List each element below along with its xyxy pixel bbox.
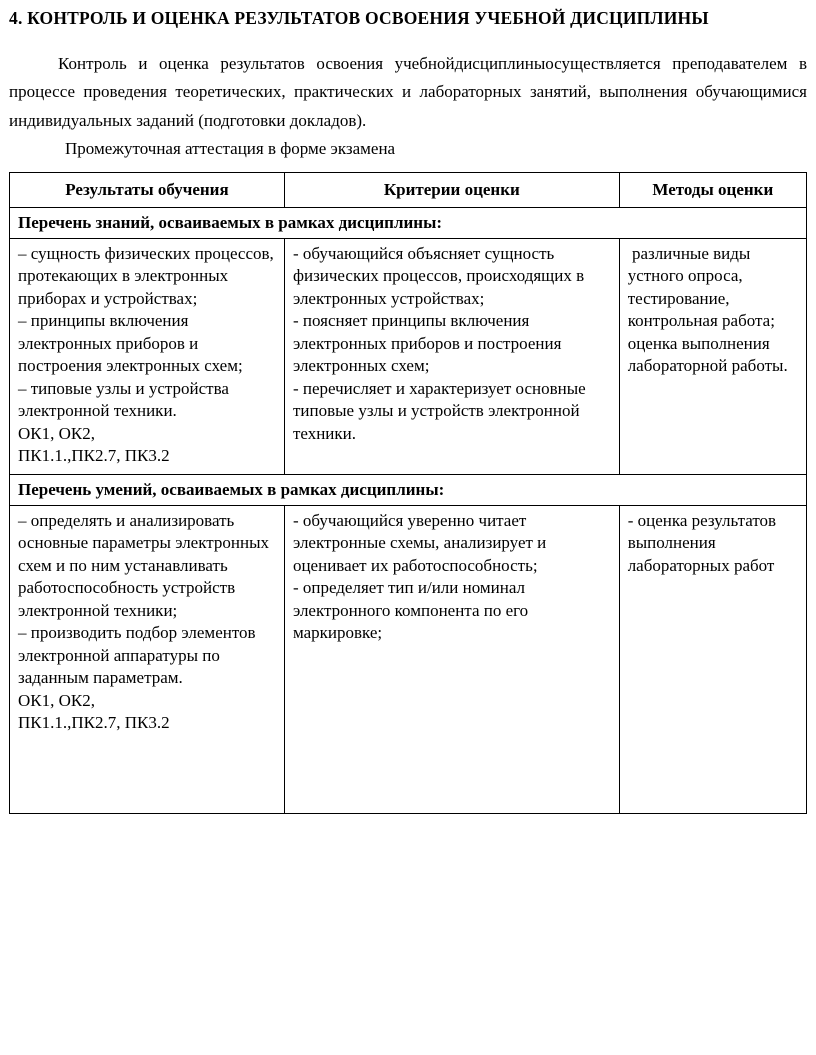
cell-line: ОК1, ОК2, — [18, 423, 95, 443]
knowledge-criteria-cell — [284, 238, 619, 474]
skills-criteria-cell — [284, 505, 619, 813]
cell-line: ПК1.1.,ПК2.7, ПК3.2 — [18, 713, 170, 733]
cell-line: - оценка результатов выполнения лабораторных работ — [627, 510, 781, 575]
knowledge-section-title: Перечень знаний, осваиваемых в рамках дисциплины: — [10, 207, 807, 238]
header-criteria: Критерии оценки — [284, 172, 619, 207]
skills-methods-cell — [619, 505, 806, 813]
document-heading: 4. КОНТРОЛЬ И ОЦЕНКА РЕЗУЛЬТАТОВ ОСВОЕНИЯ УЧЕБНОЙ ДИСЦИПЛИНЫ — [9, 8, 709, 28]
cell-line: - обучающийся объясняет сущность физических процессов, происходящих в электронных устройствах; — [292, 243, 589, 308]
cell-line: - обучающийся уверенно читает электронные схемы, анализирует и оценивает их работоспособность; — [292, 510, 551, 575]
header-results: Результаты обучения — [10, 172, 285, 207]
cell-line: – типовые узлы и устройства электронной техники. — [18, 378, 234, 421]
cell-line: – производить подбор элементов электронной аппаратуры по заданным параметрам. — [18, 623, 260, 688]
knowledge-section-title-row — [10, 207, 807, 238]
knowledge-methods-cell — [619, 238, 806, 474]
assessment-table — [9, 172, 807, 814]
cell-line: ОК1, ОК2, — [18, 690, 95, 710]
cell-line: - поясняет принципы включения электронных приборов и построения электронных схем; — [292, 311, 566, 376]
skills-section-title-row — [10, 474, 807, 505]
cell-line: – сущность физических процессов, протекающих в электронных приборах и устройствах; — [18, 243, 279, 308]
cell-line: различные виды устного опроса, тестирование, контрольная работа; оценка выполнения лабораторной работы. — [627, 243, 788, 376]
knowledge-content-row — [10, 238, 807, 474]
skills-section-title: Перечень умений, осваиваемых в рамках дисциплины: — [10, 474, 807, 505]
skills-results-cell — [10, 505, 285, 813]
cell-line: ПК1.1.,ПК2.7, ПК3.2 — [18, 446, 170, 466]
knowledge-results-cell — [10, 238, 285, 474]
header-methods: Методы оценки — [619, 172, 806, 207]
table-header-row — [10, 172, 807, 207]
cell-line: – принципы включения электронных приборов и построения электронных схем; — [18, 311, 243, 376]
attestation-paragraph: Промежуточная аттестация в форме экзамена — [65, 139, 396, 159]
cell-line: – определять и анализировать основные параметры электронных схем и по ним устанавливать работоспособность устройств электронной техники; — [18, 510, 274, 620]
skills-content-row — [10, 505, 807, 813]
intro-paragraph: Контроль и оценка результатов освоения учебнойдисциплиныосуществляется преподавателем в процессе проведения теоретических, практических и лабораторных занятий, выполнения обучающимися индивидуальных заданий (подготовки докладов). — [9, 53, 807, 130]
cell-line: - перечисляет и характеризует основные типовые узлы и устройств электронной техники. — [292, 378, 590, 443]
cell-line: - определяет тип и/или номинал электронного компонента по его маркировке; — [292, 578, 533, 643]
